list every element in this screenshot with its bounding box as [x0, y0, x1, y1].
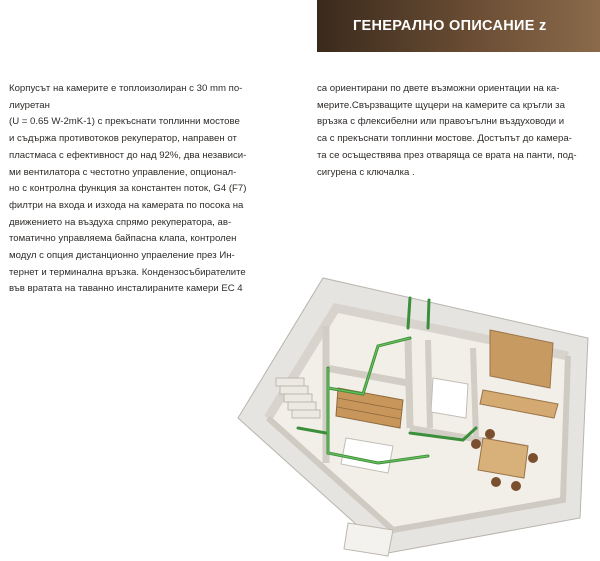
text-line: и съдържа противотоков рекуператор, направен от — [9, 133, 237, 145]
section-title: ГЕНЕРАЛНО ОПИСАНИЕ z — [353, 18, 547, 34]
text-line: та се осъществява през отваряща се врата на панти, под- — [317, 149, 577, 161]
left-text-column — [9, 81, 299, 298]
text-line: във вратата на таванно инсталираните камери EC 4 — [9, 283, 243, 295]
text-line: сигурена с ключалка . — [317, 166, 415, 178]
text-line: са ориентирани по двете възможни ориентации на ка- — [317, 83, 560, 94]
right-text-column — [317, 81, 597, 181]
text-line: модул с опция дистанционно упраеление през Ин- — [9, 250, 235, 262]
text-line: пластмаса с ефективност до над 92%, два независи- — [9, 149, 247, 161]
house-cutaway-illustration — [228, 268, 598, 558]
text-line: мерите.Свързващите щуцери на камерите са кръгли за — [317, 99, 565, 111]
text-line: (U = 0.65 W-2mK-1) с прекъснати топлинни мостове — [9, 116, 240, 128]
text-line: са с прекъснати топлинни мостове. Достъпът до камера- — [317, 133, 572, 145]
text-line: но с контролна функция за константен поток, G4 (F7) — [9, 183, 247, 195]
section-header-band — [317, 0, 600, 52]
text-line: филтри на входа и изхода на камерата по посока на — [9, 199, 244, 211]
text-line: томатично управляема байпасна клапа, контролен — [9, 233, 237, 245]
text-line: ми вентилатора с честотно управление, опционал- — [9, 166, 237, 178]
text-line: Корпусът на камерите е топлоизолиран с 30 mm по- — [9, 83, 243, 94]
text-line: движението на въздуха спрямо рекуператора, ав- — [9, 216, 232, 228]
text-line: тернет и терминална връзка. Кондензосъбирателите — [9, 266, 246, 278]
text-line: връзка с флексибелни или правоъгълни въздуховоди и — [317, 116, 565, 128]
text-line: лиуретан — [9, 99, 50, 111]
